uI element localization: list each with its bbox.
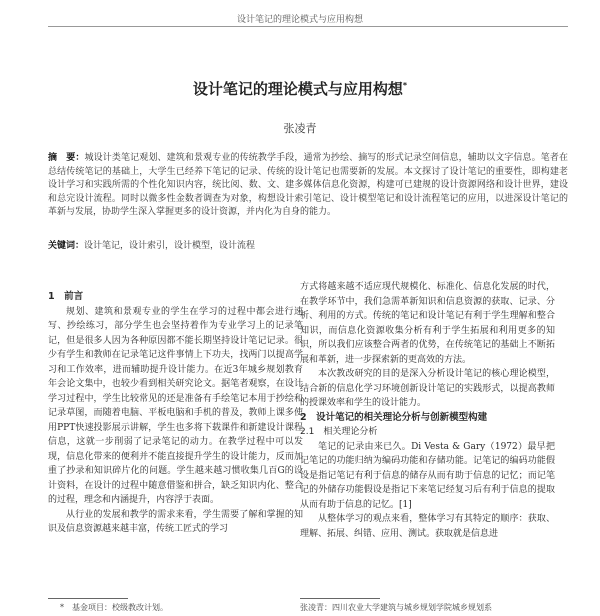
abstract-label: 摘 要： [48,153,85,163]
paragraph: 从整体学习的观点来看，整体学习有其特定的顺序：获取、理解、拓展、纠错、应用、测试。获取就是信息进 [300,514,555,539]
paragraph: 本次教改研究的目的是深入分析设计笔记的核心理论模型，结合新的信息化学习环境创新设计笔记的实践形式，以提高教师的授课效率和学生的设计能力。 [300,369,555,408]
paragraph: 规划、建筑和景观专业的学生在学习的过程中都会进行速写、抄绘练习，部分学生也会坚持着作为专业学习上的记录笔记，但是很多人因为各种原因都不能长期坚持设计笔记记录。很少有学生和教师在记录笔记这件事情上下功夫，找两门以提高学习和工作效率，进而辅助提升设计能力。在近3年城乡规划教育年会论文集中，也较少看到相关研究论文。据笔者观察，在设计学习过程中，学生比较常见的还是准备有手绘笔记本用于抄绘和记录草图，而随着电脑、平板电脑和手机的普及，教师上课多使用PPT快速投影展示讲解，学生也多将下载课件和新建设计课程信息，这就一步削弱了记录笔记的动力。在教学过程中可以发现，信息化带来的便利并不能直接提升学生的设计能力，反而加重了抄录和知识碎片化的问题。学生越来越习惯收集几百G的设计资料，在设计的过程中随意借鉴和拼合，缺乏知识内化、整合的过程，理念和内涵提升，内容浮于表面。 [48,306,303,505]
keywords-label: 关键词： [48,241,85,251]
keywords [48,240,568,253]
section-heading-1: 1 前言 [48,291,84,302]
subsection-heading-2-1: 2.1 相关理论分析 [300,427,378,437]
section-heading-2: 2 设计笔记的相关理论分析与创新模型构建 [300,411,488,423]
footnote-rule-left [48,598,128,599]
abstract-text: 城设计类笔记观划、建筑和景观专业的传统教学手段，通常为抄绘、摘写的形式记录空间信息，辅助以文字信息。笔者在总结传统笔记的基础上，大学生已经养下笔记的记录、传统的设计笔记也需要新的发展。本文探讨了设计笔记的重要性，即构建老设计学习和实践所需的个性化知识内容，统比阅、数、文、建多媒体信息化资源，构建可已建规的设计资源网络和设计世界，建设和总完设计流程。同时以微多性金数者调查为对象，构想设计索引笔记、设计模型笔记和设计流程笔记的应用，以进深设计笔记的革新与发展，协助学生深入掌握更多的设计资源，并内化为自身的能力。 [48,153,568,217]
footnote-funding: * 基金项目：校级教改计划。 [60,603,168,612]
paragraph: 从行业的发展和教学的需求来看，学生需要了解和掌握的知识及信息资源越来越丰富，传统工匠式的学习 [48,509,303,534]
footnote-rule-right [300,598,380,599]
left-column [48,290,303,537]
keywords-text: 设计笔记，设计索引，设计模型，设计流程 [84,241,256,251]
running-head: 设计笔记的理论模式与应用构想 [236,15,363,25]
header-rule [48,26,568,27]
article-title-text: 设计笔记的理论模式与应用构想 [192,80,403,98]
title-footnote-mark: * [402,81,408,90]
footnote-author: 张凌青：四川农业大学建筑与城乡规划学院城乡规划系 [300,603,492,612]
author-name: 张凌青 [283,122,317,135]
article-title [100,78,500,99]
paragraph: 笔记的记录由来已久。Di Vesta & Gary（1972）最早把记笔记的功能归纳为编码功能和存储功能。记笔记的编码功能假设是指记笔记有利于信息的储存从而有助于信息的记忆；而记笔记的外储存功能假设是指记下来笔记经复习后有利于信息的提取从而有助于信息的记忆。[1] [300,441,555,510]
abstract [48,152,568,220]
paragraph: 方式将越来越不适应现代规模化、标准化、信息化发展的时代，在教学环节中，我们急需革新知识和信息资源的获取、记录、分析、利用的方式。传统的笔记和设计笔记有利于学生理解和整合知识，而信息化资源收集分析有利于学生拓展和利用更多的知识，所以我们应该整合两者的优势，在传统笔记的基础上不断拓展和革新，进一步探索新的更高效的方法。 [300,282,555,365]
right-column [300,280,555,541]
